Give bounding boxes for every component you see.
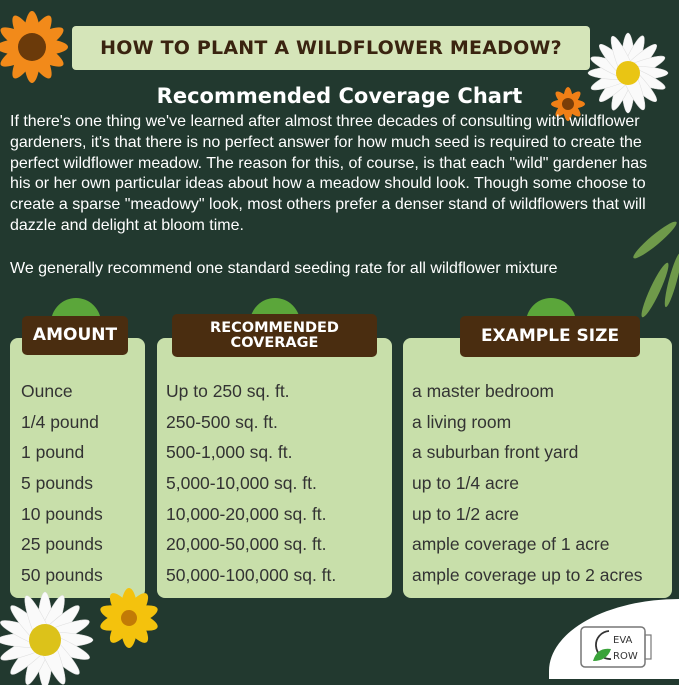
subtitle: Recommended Coverage Chart <box>156 84 523 108</box>
coverage-header-line2: COVERAGE <box>230 334 319 351</box>
amount-cell: 5 pounds <box>21 473 94 494</box>
geva-grow-logo <box>579 621 657 673</box>
amount-cell: 25 pounds <box>21 534 103 555</box>
example-column <box>403 338 672 598</box>
intro-paragraph: If there's one thing we've learned after almost three decades of consulting with wildflower gardeners, it's that there is no perfect answer for how much seed is required to create the perfect wildflower meadow. The reason for this, of course, is that each "wild" gardener has his or her own particular ideas about how a meadow should look. Though some choose to create a sparse "meadowy" look, most others prefer a denser stand of wildflowers that will dazzle and delight at bloom time. <box>10 113 648 234</box>
amount-cell: Ounce <box>21 381 73 401</box>
coverage-header <box>172 314 377 357</box>
logo-text-eva: EVA <box>613 635 633 646</box>
recommendation-text: We generally recommend one standard seeding rate for all wildflower mixture <box>10 260 558 277</box>
example-cell: a suburban front yard <box>412 442 579 463</box>
example-cell: a master bedroom <box>412 381 555 401</box>
example-cell: up to 1/4 acre <box>412 473 520 494</box>
example-cell: up to 1/2 acre <box>412 503 520 524</box>
coverage-cell: 5,000-10,000 sq. ft. <box>166 473 317 494</box>
amount-cell: 10 pounds <box>21 503 103 524</box>
logo-area <box>549 599 679 679</box>
amount-header: AMOUNT <box>22 316 128 355</box>
coverage-cell: 500-1,000 sq. ft. <box>166 442 293 463</box>
amount-cell: 50 pounds <box>21 565 103 586</box>
coverage-cell: 250-500 sq. ft. <box>166 411 278 432</box>
amount-cell: 1/4 pound <box>21 411 99 432</box>
coverage-column <box>157 334 392 598</box>
daisy-bottom-icon <box>0 585 105 685</box>
coverage-cell: Up to 250 sq. ft. <box>166 381 290 401</box>
coverage-cell: 20,000-50,000 sq. ft. <box>166 534 327 555</box>
yellow-flower-icon <box>96 585 162 651</box>
example-cell: ample coverage of 1 acre <box>412 534 610 555</box>
amount-column <box>10 338 145 598</box>
coverage-cell: 50,000-100,000 sq. ft. <box>166 565 337 586</box>
example-cell: a living room <box>412 411 512 432</box>
example-cell: ample coverage up to 2 acres <box>412 565 643 586</box>
coverage-cell: 10,000-20,000 sq. ft. <box>166 503 327 524</box>
banner-title: HOW TO PLANT A WILDFLOWER MEADOW? <box>72 26 590 70</box>
amount-cell: 1 pound <box>21 442 85 463</box>
example-header: EXAMPLE SIZE <box>460 316 640 357</box>
coverage-header-line1: RECOMMENDED <box>210 320 339 336</box>
logo-text-row: ROW <box>613 651 638 662</box>
